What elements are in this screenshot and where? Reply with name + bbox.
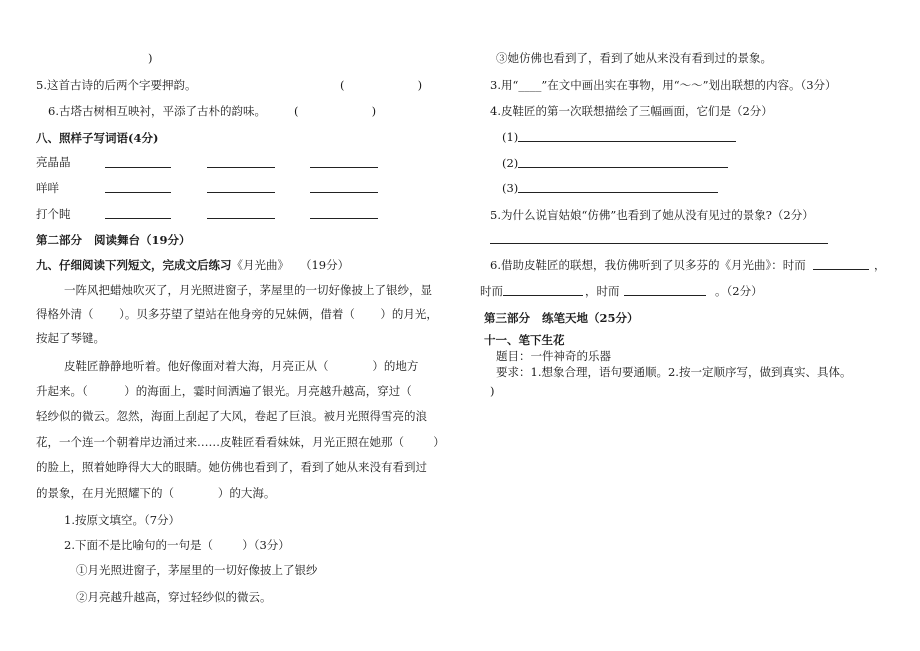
word-blank-2-3[interactable]: [310, 192, 378, 193]
example-word-3: 打个盹: [36, 207, 71, 221]
example-word-2: 咩咩: [36, 181, 59, 195]
essay-topic: 题目：一件神奇的乐器: [496, 349, 611, 363]
question-4-item-1: (1): [502, 130, 519, 144]
question-6-text: 6.古塔古树相互映衬，平添了古朴的韵味。: [48, 104, 266, 118]
question-5-answer-line[interactable]: [490, 243, 828, 244]
reading-question-6: 6.借助皮鞋匠的联想，我仿佛听到了贝多芬的《月光曲》：时而: [490, 258, 806, 272]
question-6-prefix-3: ，时而: [585, 284, 620, 298]
passage-p2-line-1: 皮鞋匠静静地听着。他好像面对着大海，月亮正从（ ）的地方: [64, 359, 419, 373]
question-6-score: 。（2分）: [715, 284, 763, 298]
word-blank-2-1[interactable]: [105, 192, 171, 193]
passage-p2-line-5: 的脸上，照着她睁得大大的眼睛。她仿佛也看到了，看到了她从来没有看到过: [36, 460, 427, 474]
question-2-option-2: ②月亮越升越高，穿过轻纱似的微云。: [76, 590, 272, 604]
section-9-book-title: 《月光曲》: [231, 258, 289, 272]
reading-question-4: 4.皮鞋匠的第一次联想描绘了三幅画面，它们是（2分）: [490, 104, 773, 118]
passage-p1-line-1: 一阵风把蜡烛吹灭了，月光照进窗子，茅屋里的一切好像披上了银纱，显: [64, 283, 432, 297]
question-6-answer-paren[interactable]: ( ): [294, 104, 377, 118]
word-blank-3-3[interactable]: [310, 218, 378, 219]
question-6-prefix-2: 时而: [480, 284, 503, 298]
section-9-heading: [36, 257, 349, 273]
part-2-title: 第二部分 阅读舞台（19分）: [36, 233, 191, 247]
question-5-text: 5.这首古诗的后两个字要押韵。: [36, 78, 197, 92]
section-9-score: （19分）: [299, 258, 350, 272]
word-blank-1-3[interactable]: [310, 167, 378, 168]
example-word-1: 亮晶晶: [36, 155, 71, 169]
question-4-answer-line-3[interactable]: [518, 192, 718, 193]
essay-paren-close: ): [490, 384, 495, 398]
question-6-blank-2[interactable]: [503, 295, 583, 296]
question-6-blank-3[interactable]: [624, 295, 706, 296]
passage-p2-line-3: 轻纱似的微云。忽然，海面上刮起了大风，卷起了巨浪。被月光照得雪亮的浪: [36, 409, 427, 423]
word-blank-3-2[interactable]: [207, 218, 275, 219]
question-5-answer-paren[interactable]: ( ): [340, 78, 423, 92]
word-blank-1-2[interactable]: [207, 167, 275, 168]
passage-p2-line-2: 升起来。（ ）的海面上，霎时间洒遍了银光。月亮越升越高，穿过（: [36, 384, 412, 398]
question-6-blank-1[interactable]: [813, 269, 869, 270]
reading-question-3: 3.用“____”在文中画出实在事物，用“～～”划出联想的内容。（3分）: [490, 78, 837, 92]
essay-requirements: 要求：1.想象合理，语句要通顺。2.按一定顺序写，做到真实、具体。: [496, 365, 852, 379]
reading-question-1: 1.按原文填空。（7分）: [64, 513, 181, 527]
section-8-title: 八、照样子写词语(4分): [36, 131, 159, 145]
passage-p1-line-3: 按起了琴键。: [36, 331, 105, 345]
passage-p2-line-4: 花，一个连一个朝着岸边涌过来……皮鞋匠看看妹妹，月光正照在她那（ ）: [36, 435, 445, 449]
question-2-option-1: ①月光照进窗子，茅屋里的一切好像披上了银纱: [76, 563, 318, 577]
question-4-item-3: (3): [502, 181, 519, 195]
word-blank-1-1[interactable]: [105, 167, 171, 168]
question-2-option-3: ③她仿佛也看到了，看到了她从来没有看到过的景象。: [496, 51, 772, 65]
part-3-title: 第三部分 练笔天地（25分）: [484, 311, 639, 325]
passage-p1-line-2: 得格外清（ ）。贝多芬望了望站在他身旁的兄妹俩，借着（ ）的月光，: [36, 307, 438, 321]
question-6-comma: ，: [874, 258, 886, 272]
question-4-answer-line-2[interactable]: [518, 167, 728, 168]
reading-question-2: 2.下面不是比喻句的一句是（ ）（3分）: [64, 538, 290, 552]
word-blank-3-1[interactable]: [105, 218, 171, 219]
question-4-answer-line-1[interactable]: [518, 141, 736, 142]
passage-p2-line-6: 的景象，在月光照耀下的（ ）的大海。: [36, 486, 276, 500]
section-11-title: 十一、笔下生花: [484, 333, 565, 347]
section-9-title: 九、仔细阅读下列短文，完成文后练习: [36, 258, 232, 272]
word-blank-2-2[interactable]: [207, 192, 275, 193]
reading-question-5: 5.为什么说盲姑娘“仿佛”也看到了她从没有见过的景象?（2分）: [490, 208, 814, 222]
question-4-item-2: (2): [502, 156, 519, 170]
paren-close-top: ): [148, 51, 153, 65]
